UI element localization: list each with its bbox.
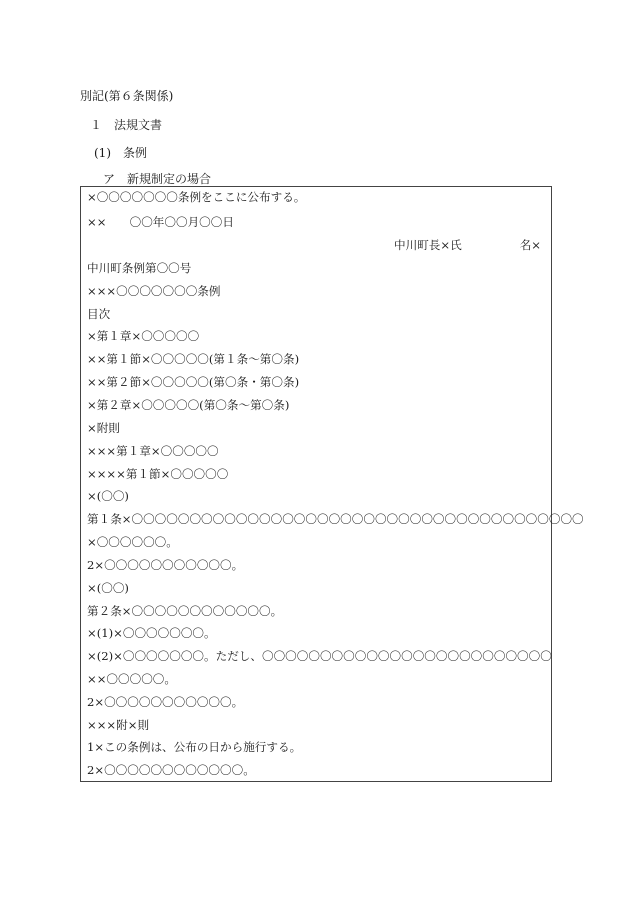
signature-line: [394, 238, 541, 252]
toc-heading: 目次: [87, 307, 111, 321]
toc-item: ××第１節×〇〇〇〇〇(第１条〜第〇条): [87, 352, 300, 366]
toc-item: ×第１章×〇〇〇〇〇: [87, 329, 200, 343]
article-1-line-1: 第１条×〇〇〇〇〇〇〇〇〇〇〇〇〇〇〇〇〇〇〇〇〇〇〇〇〇〇〇〇〇〇〇〇〇〇〇〇〇〇〇: [87, 512, 584, 526]
subitem-heading: ア 新規制定の場合: [103, 172, 212, 186]
ordinance-number: 中川町条例第〇〇号: [87, 261, 192, 275]
article-2-paragraph-2: 2×〇〇〇〇〇〇〇〇〇〇〇。: [87, 695, 244, 709]
chapter-heading: ×××第１章×〇〇〇〇〇: [87, 444, 219, 458]
supplementary-heading: ×××附×則: [87, 718, 150, 732]
item-2-line-1: ×(2)×〇〇〇〇〇〇〇。ただし、〇〇〇〇〇〇〇〇〇〇〇〇〇〇〇〇〇〇〇〇〇〇〇〇〇: [87, 649, 552, 663]
signature-title: 中川町長×氏: [394, 238, 462, 252]
supplementary-provision-2: 2×〇〇〇〇〇〇〇〇〇〇〇〇。: [87, 763, 255, 777]
toc-item: ××第２節×〇〇〇〇〇(第〇条・第〇条): [87, 375, 300, 389]
article-1-line-2: ×〇〇〇〇〇〇。: [87, 535, 178, 549]
item-2-line-2: ××〇〇〇〇〇。: [87, 672, 176, 686]
signature-name: 名×: [519, 238, 541, 252]
ordinance-title: ×××〇〇〇〇〇〇〇条例: [87, 284, 221, 298]
article-caption: ×(〇〇): [87, 581, 129, 595]
article-2: 第２条×〇〇〇〇〇〇〇〇〇〇〇〇。: [87, 604, 283, 618]
toc-item: ×附則: [87, 421, 120, 435]
date-line: ×× 〇〇年〇〇月〇〇日: [87, 215, 234, 229]
article-1-paragraph-2: 2×〇〇〇〇〇〇〇〇〇〇〇。: [87, 558, 244, 572]
promulgation-line: ×〇〇〇〇〇〇〇条例をここに公布する。: [87, 190, 306, 204]
section-heading-line: ××××第１節×〇〇〇〇〇: [87, 467, 229, 481]
supplementary-provision-1: 1×この条例は、公布の日から施行する。: [87, 740, 302, 754]
section-heading: １ 法規文書: [90, 118, 163, 132]
toc-item: ×第２章×〇〇〇〇〇(第〇条〜第〇条): [87, 398, 290, 412]
appendix-heading: 別記(第６条関係): [80, 89, 174, 103]
article-caption: ×(〇〇): [87, 489, 129, 503]
item-1: ×(1)×〇〇〇〇〇〇〇。: [87, 626, 216, 640]
ordinance-template-box: [80, 186, 584, 782]
subsection-heading: (1) 条例: [94, 146, 147, 160]
